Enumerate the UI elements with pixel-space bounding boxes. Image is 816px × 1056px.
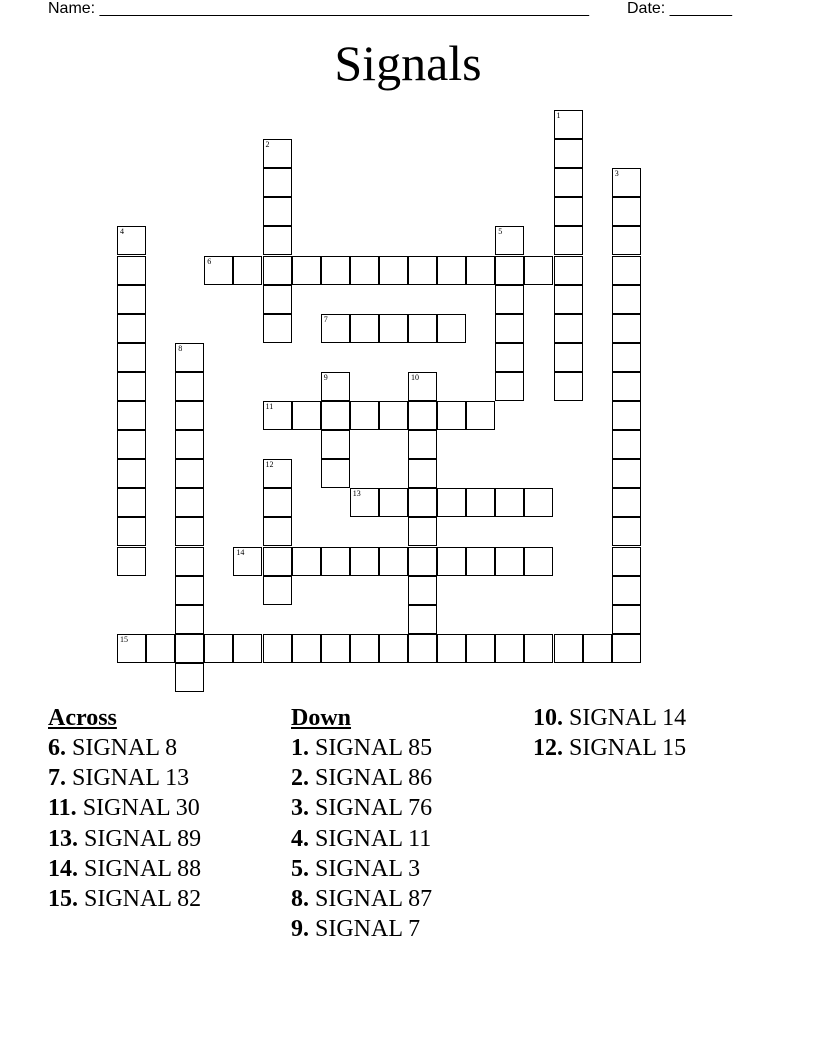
grid-cell[interactable] xyxy=(117,314,146,343)
grid-cell[interactable] xyxy=(612,314,641,343)
grid-cell[interactable] xyxy=(175,576,204,605)
grid-cell[interactable] xyxy=(554,634,583,663)
clue-text: SIGNAL 3 xyxy=(309,855,421,882)
clue-text: SIGNAL 87 xyxy=(309,886,433,913)
clue-text: SIGNAL 15 xyxy=(563,735,687,762)
grid-cell[interactable] xyxy=(554,110,583,139)
clue-text: SIGNAL 89 xyxy=(78,825,202,852)
grid-cell[interactable] xyxy=(495,547,524,576)
clue-item xyxy=(48,733,201,763)
grid-cell[interactable] xyxy=(321,459,350,488)
grid-cell[interactable] xyxy=(321,634,350,663)
grid-cell[interactable] xyxy=(175,488,204,517)
clue-number: 6 xyxy=(207,256,212,266)
down-clue-list xyxy=(291,733,432,944)
clue-item xyxy=(291,763,432,793)
grid-cell[interactable] xyxy=(175,605,204,634)
grid-cell[interactable] xyxy=(612,459,641,488)
name-line: _______________________________________________________ xyxy=(99,0,589,17)
grid-cell[interactable] xyxy=(175,343,204,372)
grid-cell[interactable] xyxy=(612,547,641,576)
clue-item xyxy=(533,733,686,763)
grid-cell[interactable] xyxy=(524,488,553,517)
grid-cell[interactable] xyxy=(379,401,408,430)
clue-text: SIGNAL 13 xyxy=(66,765,190,792)
grid-cell[interactable] xyxy=(437,547,466,576)
grid-cell[interactable] xyxy=(117,372,146,401)
clue-number: 3 xyxy=(614,169,619,179)
grid-cell[interactable] xyxy=(263,197,292,226)
clue-item xyxy=(291,824,432,854)
grid-cell[interactable] xyxy=(379,488,408,517)
grid-cell[interactable] xyxy=(495,256,524,285)
clue-number: 15. xyxy=(48,886,78,913)
grid-cell[interactable] xyxy=(408,547,437,576)
clue-number: 5 xyxy=(498,227,503,237)
grid-cell[interactable] xyxy=(204,256,233,285)
clue-number: 12 xyxy=(265,460,274,470)
grid-cell[interactable] xyxy=(612,226,641,255)
clue-text: SIGNAL 8 xyxy=(66,735,178,761)
grid-cell[interactable] xyxy=(175,517,204,546)
down-clues-continued xyxy=(533,703,686,763)
clue-item xyxy=(533,703,686,733)
grid-cell[interactable] xyxy=(495,634,524,663)
grid-cell[interactable] xyxy=(175,372,204,401)
grid-cell[interactable] xyxy=(408,634,437,663)
grid-cell[interactable] xyxy=(117,343,146,372)
clue-item xyxy=(48,884,201,914)
clue-text: SIGNAL 7 xyxy=(309,916,421,943)
clue-number: 14. xyxy=(48,855,78,882)
grid-cell[interactable] xyxy=(408,576,437,605)
grid-cell[interactable] xyxy=(263,401,292,430)
grid-cell[interactable] xyxy=(495,343,524,372)
clue-number: 13. xyxy=(48,825,78,852)
clue-text: SIGNAL 85 xyxy=(309,735,433,761)
down-heading: Down xyxy=(291,705,352,731)
clue-number: 4. xyxy=(291,825,309,852)
grid-cell[interactable] xyxy=(233,547,262,576)
grid-cell[interactable] xyxy=(117,547,146,576)
clue-text: SIGNAL 88 xyxy=(78,855,202,882)
grid-cell[interactable] xyxy=(233,634,262,663)
grid-cell[interactable] xyxy=(117,401,146,430)
grid-cell[interactable] xyxy=(524,547,553,576)
grid-cell[interactable] xyxy=(612,168,641,197)
grid-cell[interactable] xyxy=(263,285,292,314)
grid-cell[interactable] xyxy=(612,343,641,372)
clue-number: 14 xyxy=(236,547,245,557)
grid-cell[interactable] xyxy=(321,372,350,401)
grid-cell[interactable] xyxy=(292,401,321,430)
grid-cell[interactable] xyxy=(554,314,583,343)
grid-cell[interactable] xyxy=(524,634,553,663)
grid-cell[interactable] xyxy=(466,547,495,576)
grid-cell[interactable] xyxy=(437,634,466,663)
grid-cell[interactable] xyxy=(117,459,146,488)
grid-cell[interactable] xyxy=(437,401,466,430)
clue-item xyxy=(48,854,201,884)
clue-number: 11 xyxy=(265,402,274,411)
grid-cell[interactable] xyxy=(175,430,204,459)
grid-cell[interactable] xyxy=(379,256,408,285)
grid-cell[interactable] xyxy=(117,226,146,255)
date-label: Date: xyxy=(627,0,666,17)
grid-cell[interactable] xyxy=(175,459,204,488)
clue-item xyxy=(291,733,432,763)
clue-text: SIGNAL 30 xyxy=(76,795,200,822)
grid-cell[interactable] xyxy=(437,488,466,517)
down-clues xyxy=(291,703,432,944)
grid-cell[interactable] xyxy=(437,314,466,343)
grid-cell[interactable] xyxy=(612,256,641,285)
grid-cell[interactable] xyxy=(263,547,292,576)
grid-cell[interactable] xyxy=(321,547,350,576)
across-clue-list xyxy=(48,733,201,914)
grid-cell[interactable] xyxy=(466,401,495,430)
grid-cell[interactable] xyxy=(175,634,204,663)
grid-cell[interactable] xyxy=(524,256,553,285)
clue-item xyxy=(48,763,201,793)
grid-cell[interactable] xyxy=(263,459,292,488)
grid-cell[interactable] xyxy=(408,430,437,459)
grid-cell[interactable] xyxy=(612,488,641,517)
grid-cell[interactable] xyxy=(175,401,204,430)
clue-number: 8 xyxy=(178,343,183,353)
grid-cell[interactable] xyxy=(379,314,408,343)
grid-cell[interactable] xyxy=(350,256,379,285)
grid-cell[interactable] xyxy=(612,605,641,634)
grid-cell[interactable] xyxy=(263,256,292,285)
grid-cell[interactable] xyxy=(495,488,524,517)
clue-item xyxy=(48,793,201,823)
grid-cell[interactable] xyxy=(554,372,583,401)
grid-cell[interactable] xyxy=(554,197,583,226)
grid-cell[interactable] xyxy=(263,139,292,168)
grid-cell[interactable] xyxy=(321,401,350,430)
grid-cell[interactable] xyxy=(117,634,146,663)
clue-number: 11. xyxy=(48,795,77,822)
grid-cell[interactable] xyxy=(612,372,641,401)
grid-cell[interactable] xyxy=(146,634,175,663)
across-heading: Across xyxy=(48,705,117,731)
grid-cell[interactable] xyxy=(117,256,146,285)
clue-item xyxy=(291,854,432,884)
grid-cell[interactable] xyxy=(233,256,262,285)
clue-text: SIGNAL 86 xyxy=(309,765,433,792)
clue-number: 7. xyxy=(48,765,66,792)
grid-cell[interactable] xyxy=(117,517,146,546)
page-title: Signals xyxy=(334,35,482,91)
grid-cell[interactable] xyxy=(292,256,321,285)
clue-number: 12. xyxy=(533,735,563,762)
grid-cell[interactable] xyxy=(175,663,204,692)
grid-cell[interactable] xyxy=(350,314,379,343)
grid-cell[interactable] xyxy=(554,256,583,285)
grid-cell[interactable] xyxy=(263,517,292,546)
grid-cell[interactable] xyxy=(263,168,292,197)
grid-cell[interactable] xyxy=(263,226,292,255)
clue-item xyxy=(48,824,201,854)
clue-text: SIGNAL 82 xyxy=(78,886,202,913)
grid-cell[interactable] xyxy=(408,401,437,430)
grid-cell[interactable] xyxy=(495,372,524,401)
grid-cell[interactable] xyxy=(408,488,437,517)
clue-number: 10. xyxy=(533,705,563,731)
grid-cell[interactable] xyxy=(292,547,321,576)
grid-cell[interactable] xyxy=(175,547,204,576)
clue-number: 2 xyxy=(265,140,270,150)
clue-number: 3. xyxy=(291,795,309,822)
clue-number: 6. xyxy=(48,735,66,761)
across-clues xyxy=(48,703,201,914)
date-line: _______ xyxy=(669,0,732,17)
grid-cell[interactable] xyxy=(321,430,350,459)
clue-number: 8. xyxy=(291,886,309,913)
clue-number: 4 xyxy=(120,227,124,237)
clue-item xyxy=(291,914,432,944)
grid-cell[interactable] xyxy=(321,314,350,343)
clue-text: SIGNAL 76 xyxy=(309,795,433,822)
grid-cell[interactable] xyxy=(408,605,437,634)
grid-cell[interactable] xyxy=(408,372,437,401)
grid-cell[interactable] xyxy=(263,634,292,663)
grid-cell[interactable] xyxy=(117,285,146,314)
clue-number: 9 xyxy=(323,372,328,382)
clue-text: SIGNAL 11 xyxy=(309,825,432,852)
clue-number: 5. xyxy=(291,855,309,882)
grid-cell[interactable] xyxy=(466,634,495,663)
grid-cell[interactable] xyxy=(554,168,583,197)
clue-item xyxy=(291,793,432,823)
grid-cell[interactable] xyxy=(408,517,437,546)
clue-item xyxy=(291,884,432,914)
grid-cell[interactable] xyxy=(408,314,437,343)
grid-cell[interactable] xyxy=(263,314,292,343)
grid-cell[interactable] xyxy=(554,343,583,372)
clue-number: 10 xyxy=(411,372,419,382)
grid-cell[interactable] xyxy=(408,256,437,285)
grid-cell[interactable] xyxy=(117,488,146,517)
grid-cell[interactable] xyxy=(204,634,233,663)
grid-cell[interactable] xyxy=(612,285,641,314)
grid-cell[interactable] xyxy=(612,634,641,663)
grid-cell[interactable] xyxy=(466,256,495,285)
clue-number: 15 xyxy=(120,634,128,644)
grid-cell[interactable] xyxy=(350,401,379,430)
grid-cell[interactable] xyxy=(612,401,641,430)
clue-number: 13 xyxy=(352,489,361,499)
grid-cell[interactable] xyxy=(321,256,350,285)
grid-cell[interactable] xyxy=(612,430,641,459)
grid-cell[interactable] xyxy=(554,139,583,168)
grid-cell[interactable] xyxy=(350,634,379,663)
clue-number: 2. xyxy=(291,765,309,792)
grid-cell[interactable] xyxy=(495,226,524,255)
grid-cell[interactable] xyxy=(612,576,641,605)
grid-cell[interactable] xyxy=(466,488,495,517)
grid-cell[interactable] xyxy=(379,634,408,663)
grid-cell[interactable] xyxy=(117,430,146,459)
grid-cell[interactable] xyxy=(408,459,437,488)
grid-cell[interactable] xyxy=(583,634,612,663)
clue-number: 7 xyxy=(323,314,328,324)
clue-text: SIGNAL 14 xyxy=(563,705,687,731)
grid-cell[interactable] xyxy=(554,226,583,255)
grid-cell[interactable] xyxy=(350,488,379,517)
clue-number: 1 xyxy=(556,111,561,120)
clue-number: 9. xyxy=(291,916,309,943)
down-clue-list-continued xyxy=(533,703,686,763)
name-label: Name: xyxy=(48,0,96,17)
grid-cell[interactable] xyxy=(263,488,292,517)
grid-cell[interactable] xyxy=(350,547,379,576)
grid-cell[interactable] xyxy=(495,285,524,314)
grid-cell[interactable] xyxy=(292,634,321,663)
clue-number: 1. xyxy=(291,735,309,761)
grid-cell[interactable] xyxy=(612,197,641,226)
grid-cell[interactable] xyxy=(495,314,524,343)
grid-cell[interactable] xyxy=(554,285,583,314)
grid-cell[interactable] xyxy=(379,547,408,576)
grid-cell[interactable] xyxy=(263,576,292,605)
grid-cell[interactable] xyxy=(437,256,466,285)
grid-cell[interactable] xyxy=(612,517,641,546)
